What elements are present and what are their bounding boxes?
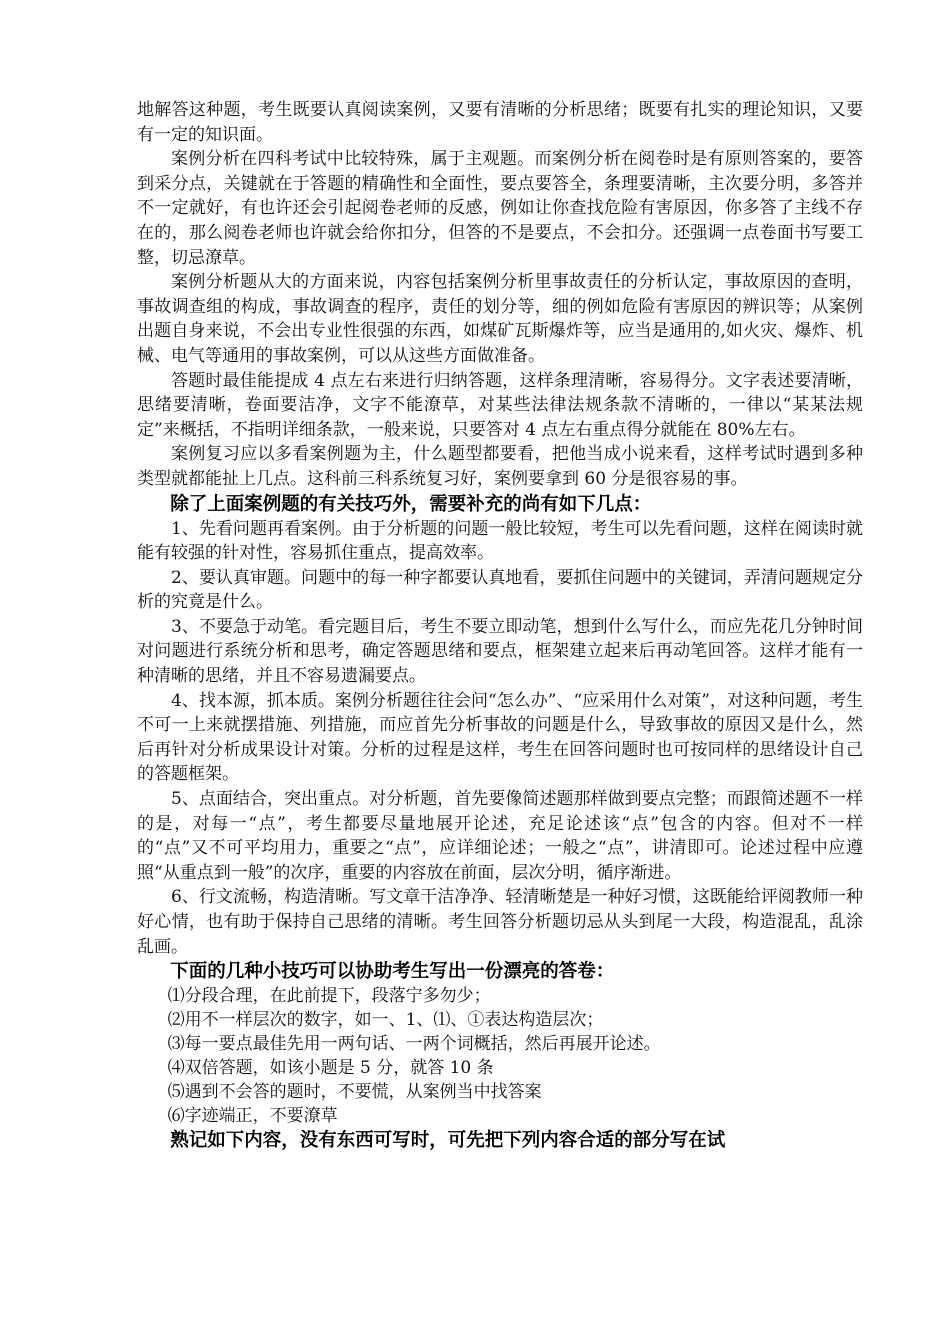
intro-paragraph-4: 答题时最佳能提成 4 点左右来进行归纳答题，这样条理清晰，容易得分。文字表述要清晰，思绪要清晰，卷面要洁净，文字不能潦草，对某些法律法规条款不清晰的，一律以“某某法规定”来概括，不指明详细条款，一般来说，只要答对 4 点左右重点得分就能在 80%左右。 [137, 370, 863, 440]
intro-paragraph-2: 案例分析在四科考试中比较特殊，属于主观题。而案例分析在阅卷时是有原则答案的，要答到采分点，关键就在于答题的精确性和全面性，要点要答全，条理要清晰，主次要分明，多答并不一定就好，有也许还会引起阅卷老师的反感，例如让你查找危险有害原因，你多答了主线不存在的，那么阅卷老师也许就会给你扣分，但答的不是要点，不会扣分。还强调一点卷面书写要工整，切忌潦草。 [137, 149, 863, 268]
small-tip-item-2: ⑵用不一样层次的数字，如一、1、⑴、①表达构造层次； [167, 1010, 604, 1031]
tip-item-4: 4、找本源，抓本质。案例分析题往往会问“怎么办”、“应采用什么对策”，对这种问题，考生不可一上来就摆措施、列措施，而应首先分析事故的问题是什么，导致事故的原因又是什么，然后再针对分析成果设计对策。分析的过程是这样，考生在回答问题时也可按同样的思绪设计自己的答题框架。 [137, 690, 863, 785]
tip-item-3: 3、不要急于动笔。看完题目后，考生不要立即动笔，想到什么写什么，而应先花几分钟时间对问题进行系统分析和思考，确定答题思绪和要点，框架建立起来后再动笔回答。这样才能有一种清晰的思绪，并且不容易遗漏要点。 [137, 616, 863, 687]
tip-item-2: 2、要认真审题。问题中的每一种字都要认真地看，要抓住问题中的关键词，弄清问题规定分析的究竟是什么。 [137, 567, 863, 613]
section-heading-supplement: 除了上面案例题的有关技巧外，需要补充的尚有如下几点： [170, 493, 652, 515]
intro-paragraph-1: 地解答这种题，考生既要认真阅读案例，又要有清晰的分析思绪；既要有扎实的理论知识，又要有一定的知识面。 [137, 100, 863, 145]
intro-paragraph-3: 案例分析题从大的方面来说，内容包括案例分析里事故责任的分析认定，事故原因的查明，事故调查组的构成，事故调查的程序，责任的划分等，细的例如危险有害原因的辨识等；从案例出题自身来说，不会出专业性很强的东西，如煤矿瓦斯爆炸等，应当是通用的,如火灾、爆炸、机械、电气等通用的事故案例，可以从这些方面做准备。 [137, 272, 863, 366]
small-tip-item-6: ⑹字迹端正，不要潦草 [167, 1106, 338, 1127]
tip-item-1: 1、先看问题再看案例。由于分析题的问题一般比较短，考生可以先看问题，这样在阅读时就能有较强的针对性，容易抓住重点，提高效率。 [137, 518, 863, 564]
intro-paragraph-5: 案例复习应以多看案例题为主，什么题型都要看，把他当成小说来看，这样考试时遇到多种类型就都能扯上几点。这科前三科系统复习好，案例要拿到 60 分是很容易的事。 [137, 444, 863, 489]
section-heading-memorize: 熟记如下内容，没有东西可写时，可先把下列内容合适的部分写在试 [170, 1130, 726, 1152]
tip-item-5: 5、点面结合，突出重点。对分析题，首先要像简述题那样做到要点完整；而跟简述题不一样的是，对每一“点”，考生都要尽量地展开论述，充足论述该“点”包含的内容。但对不一样的“点”又不可平均用力，重要之“点”，应详细论述；一般之“点”，讲清即可。论述过程中应遵照“从重点到一般”的次序，重要的内容放在前面，层次分明，循序渐进。 [137, 789, 863, 883]
small-tip-item-1: ⑴分段合理，在此前提下，段落宁多勿少； [167, 986, 491, 1007]
small-tip-item-3: ⑶每一要点最佳先用一两句话、一两个词概括，然后再展开论述。 [167, 1034, 661, 1055]
small-tip-item-4: ⑷双倍答题，如该小题是 5 分，就答 10 条 [167, 1058, 494, 1079]
section-heading-small-tips: 下面的几种小技巧可以协助考生写出一份漂亮的答卷： [170, 961, 615, 983]
document-body [137, 98, 863, 1153]
tip-item-6: 6、行文流畅，构造清晰。写文章干洁净净、轻清晰楚是一种好习惯，这既能给评阅教师一种好心情，也有助于保持自己思绪的清晰。考生回答分析题切忌从头到尾一大段，构造混乱，乱涂乱画。 [137, 887, 863, 957]
small-tip-item-5: ⑸遇到不会答的题时，不要慌，从案例当中找答案 [167, 1082, 542, 1103]
